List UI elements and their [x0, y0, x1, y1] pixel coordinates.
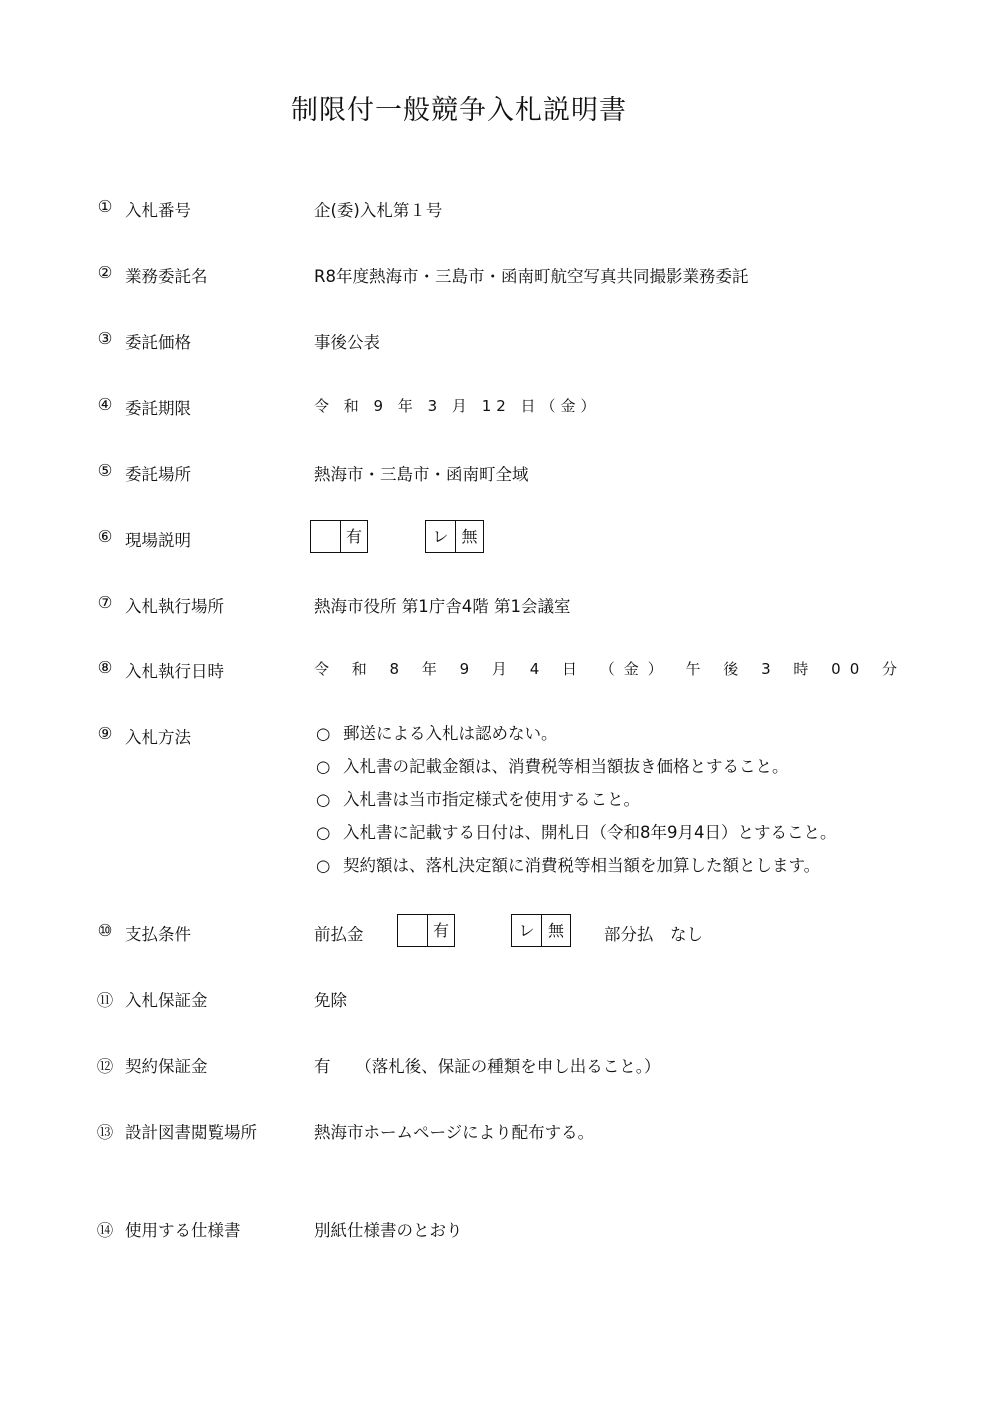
- bullet-circle: ○: [316, 790, 331, 809]
- item-number: ⑤: [97, 461, 113, 480]
- item-label: 委託価格: [125, 333, 191, 352]
- item-number: ⑨: [97, 724, 113, 743]
- list-item-text: 入札書の記載金額は、消費税等相当額抜き価格とすること。: [343, 757, 789, 776]
- item-label: 入札執行場所: [125, 597, 224, 616]
- item-payment-terms: [0, 914, 1000, 948]
- item-design-docs: [0, 1112, 1000, 1146]
- item-value: 熱海市・三島市・函南町全域: [314, 465, 529, 484]
- check-mark: [311, 521, 340, 552]
- item-value: 熱海市役所 第1庁舎4階 第1会議室: [314, 597, 571, 616]
- item-value: 令 和 8 年 9 月 4 日 （金） 午 後 3 時 00 分: [314, 660, 907, 678]
- item-label: 入札保証金: [125, 991, 208, 1010]
- bullet-circle: ○: [316, 724, 331, 743]
- document-title: 制限付一般競争入札説明書: [291, 95, 627, 126]
- list-item: [316, 849, 837, 882]
- item-bid-datetime: [0, 651, 1000, 685]
- method-list: [316, 717, 837, 882]
- list-item-text: 入札書は当市指定様式を使用すること。: [343, 790, 640, 809]
- item-label: 契約保証金: [125, 1057, 208, 1076]
- list-item-text: 郵送による入札は認めない。: [343, 724, 558, 743]
- item-bid-number: [0, 190, 1000, 224]
- checkbox-no[interactable]: [425, 520, 484, 553]
- checkbox-yes[interactable]: [397, 914, 455, 947]
- list-item: [316, 717, 837, 750]
- advance-payment-label: 前払金: [314, 925, 364, 944]
- check-mark: レ: [432, 527, 449, 546]
- item-bid-method: [0, 717, 1000, 887]
- item-number: ⑬: [96, 1123, 114, 1142]
- item-value: 有 （落札後、保証の種類を申し出ること。）: [314, 1057, 661, 1076]
- item-number: ①: [97, 197, 113, 216]
- item-number: ⑭: [96, 1221, 114, 1240]
- checkbox-yes[interactable]: [310, 520, 368, 553]
- item-number: ⑧: [97, 658, 113, 677]
- item-specifications: [0, 1210, 1000, 1244]
- item-label: 設計図書閲覧場所: [125, 1123, 257, 1142]
- item-value: 企(委)入札第１号: [314, 201, 443, 220]
- item-bid-venue: [0, 586, 1000, 620]
- bullet-circle: ○: [316, 856, 331, 875]
- item-label: 支払条件: [125, 925, 191, 944]
- item-contract-deposit: [0, 1046, 1000, 1080]
- item-label: 入札執行日時: [125, 662, 224, 681]
- item-number: ⑫: [96, 1057, 114, 1076]
- option-label: 有: [427, 915, 454, 946]
- bullet-circle: ○: [316, 757, 331, 776]
- list-item-text: 入札書に記載する日付は、開札日（令和8年9月4日）とすること。: [343, 823, 837, 842]
- item-value: 免除: [314, 991, 347, 1010]
- item-bid-deposit: [0, 980, 1000, 1014]
- check-mark: [398, 915, 427, 946]
- item-number: ⑥: [97, 527, 113, 546]
- item-contract-location: [0, 454, 1000, 488]
- item-number: ②: [97, 263, 113, 282]
- checkbox-no[interactable]: [511, 914, 571, 947]
- item-value: 別紙仕様書のとおり: [314, 1221, 463, 1240]
- item-value: 事後公表: [314, 333, 380, 352]
- item-number: ⑪: [96, 991, 114, 1010]
- list-item-text: 契約額は、落札決定額に消費税等相当額を加算した額とします。: [343, 856, 821, 875]
- option-label: 無: [455, 521, 483, 552]
- item-contract-price: [0, 322, 1000, 356]
- item-number: ⑦: [97, 593, 113, 612]
- item-number: ③: [97, 329, 113, 348]
- item-number: ⑩: [97, 921, 113, 940]
- item-label: 委託期限: [125, 399, 191, 418]
- option-label: 有: [340, 521, 367, 552]
- item-value: 熱海市ホームページにより配布する。: [314, 1123, 595, 1142]
- item-contract-deadline: [0, 388, 1000, 422]
- item-number: ④: [97, 395, 113, 414]
- item-label: 入札方法: [125, 728, 191, 747]
- item-label: 入札番号: [125, 201, 191, 220]
- item-contract-name: [0, 256, 1000, 290]
- list-item: [316, 816, 837, 849]
- item-label: 委託場所: [125, 465, 191, 484]
- option-label: 無: [541, 915, 570, 946]
- list-item: [316, 750, 837, 783]
- item-label: 使用する仕様書: [125, 1221, 241, 1240]
- bullet-circle: ○: [316, 823, 331, 842]
- item-site-briefing: [0, 520, 1000, 554]
- check-mark: レ: [518, 921, 535, 940]
- list-item: [316, 783, 837, 816]
- partial-payment-text: 部分払 なし: [604, 925, 703, 944]
- item-label: 業務委託名: [125, 267, 208, 286]
- item-value: 令 和 9 年 3 月 12 日（金）: [314, 397, 601, 415]
- item-value: R8年度熱海市・三島市・函南町航空写真共同撮影業務委託: [314, 267, 749, 286]
- item-label: 現場説明: [125, 531, 191, 550]
